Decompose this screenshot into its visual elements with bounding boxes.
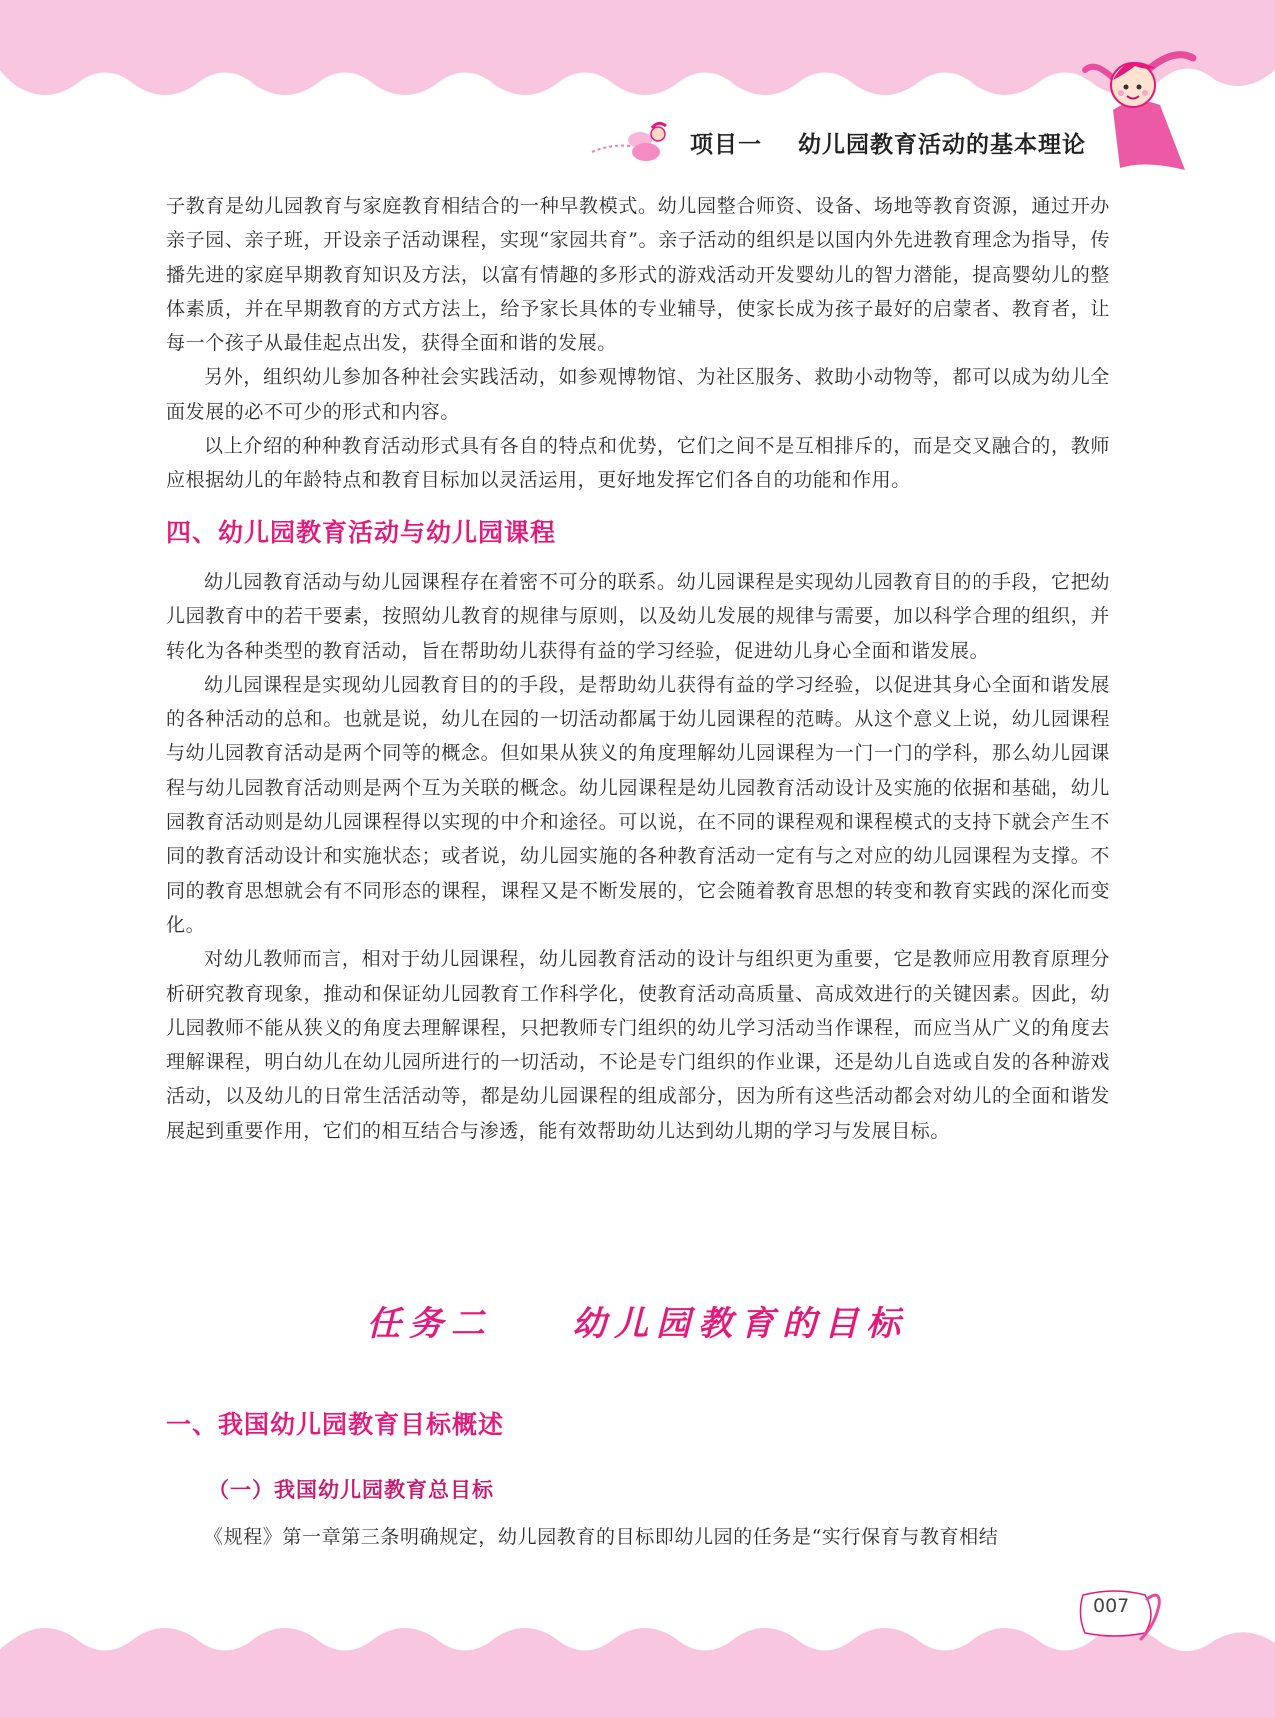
- sub-heading: （一）我国幼儿园教育总目标: [208, 1478, 494, 1502]
- paragraph: 子教育是幼儿园教育与家庭教育相结合的一种早教模式。幼儿园整合师资、设备、场地等教育资源，通过开办亲子园、亲子班，开设亲子活动课程，实现“家园共育”。亲子活动的组织是以国内外先进教育理念为指导，传播先进的家庭早期教育知识及方法，以富有情趣的多形式的游戏活动开发婴幼儿的智力潜能，提高婴幼儿的整体素质，并在早期教育的方式方法上，给予家长具体的专业辅导，使家长成为孩子最好的启蒙者、教育者，让每一个孩子从最佳起点出发，获得全面和谐的发展。: [166, 195, 1110, 355]
- page-number-badge: [1075, 1585, 1165, 1645]
- section-heading: 四、幼儿园教育活动与幼儿园课程: [166, 518, 557, 547]
- page-number: 007: [1093, 1595, 1130, 1617]
- paragraph: 幼儿园教育活动与幼儿园课程存在着密不可分的联系。幼儿园课程是实现幼儿园教育目的的手段，它把幼儿园教育中的若干要素，按照幼儿教育的规律与原则，以及幼儿发展的规律与需要，加以科学合理的组织，并转化为各种类型的教育活动，旨在帮助幼儿获得有益的学习经验，促进幼儿身心全面和谐发展。: [166, 571, 1110, 662]
- section-text-block: [166, 565, 1110, 1148]
- small-fairy-icon: [590, 118, 680, 168]
- body-text-block: [166, 1520, 1110, 1554]
- intro-text-block: [166, 189, 1110, 498]
- task-label: 任务二: [366, 1304, 493, 1344]
- paragraph: 幼儿园课程是实现幼儿园教育目的的手段，是帮助幼儿获得有益的学习经验，以促进其身心全面和谐发展的各种活动的总和。也就是说，幼儿在园的一切活动都属于幼儿园课程的范畴。从这个意义上说，幼儿园课程与幼儿园教育活动是两个同等的概念。但如果从狭义的角度理解幼儿园课程为一门一门的学科，那么幼儿园课程与幼儿园教育活动则是两个互为关联的概念。幼儿园课程是幼儿园教育活动设计及实施的依据和基础，幼儿园教育活动则是幼儿园课程得以实现的中介和途径。可以说，在不同的课程观和课程模式的支持下就会产生不同的教育活动设计和实施状态；或者说，幼儿园实施的各种教育活动一定有与之对应的幼儿园课程为支撑。不同的教育思想就会有不同形态的课程，课程又是不断发展的，它会随着教育思想的转变和教育实践的深化而变化。: [166, 673, 1110, 936]
- paragraph: 对幼儿教师而言，相对于幼儿园课程，幼儿园教育活动的设计与组织更为重要，它是教师应用教育原理分析研究教育现象，推动和保证幼儿园教育工作科学化，使教育活动高质量、高成效进行的关键因素。因此，幼儿园教师不能从狭义的角度去理解课程，只把教师专门组织的幼儿学习活动当作课程，而应当从广义的角度去理解课程，明白幼儿在幼儿园所进行的一切活动，不论是专门组织的作业课，还是幼儿自选或自发的各种游戏活动，以及幼儿的日常生活活动等，都是幼儿园课程的组成部分，因为所有这些活动都会对幼儿的全面和谐发展起到重要作用，它们的相互结合与渗透，能有效帮助幼儿达到幼儿期的学习与发展目标。: [166, 948, 1110, 1142]
- fairy-girl-icon: [1075, 40, 1200, 180]
- paragraph: 以上介绍的种种教育活动形式具有各自的特点和优势，它们之间不是互相排斥的，而是交叉融合的，教师应根据幼儿的年龄特点和教育目标加以灵活运用，更好地发挥它们各自的功能和作用。: [166, 435, 1110, 492]
- section-heading: 一、我国幼儿园教育目标概述: [166, 1410, 505, 1439]
- running-head: [690, 126, 1086, 159]
- paragraph: 《规程》第一章第三条明确规定，幼儿园教育的目标即幼儿园的任务是“实行保育与教育相结: [204, 1526, 999, 1548]
- paragraph: 另外，组织幼儿参加各种社会实践活动，如参观博物馆、为社区服务、救助小动物等，都可以成为幼儿全面发展的必不可少的形式和内容。: [166, 366, 1110, 423]
- project-label: 项目一: [690, 132, 762, 158]
- chapter-title: 幼儿园教育活动的基本理论: [798, 132, 1087, 158]
- task-heading: [0, 1296, 1275, 1345]
- task-title: 幼儿园教育的目标: [572, 1304, 909, 1344]
